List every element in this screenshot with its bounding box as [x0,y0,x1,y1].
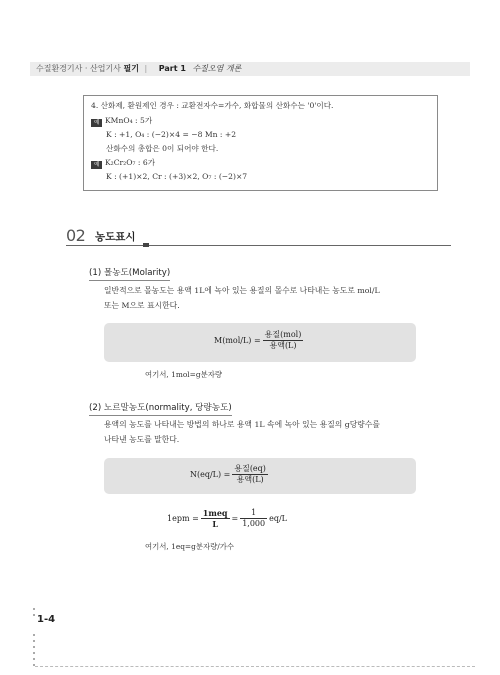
normality-numerator: 용질(eq) [234,464,266,473]
subsection-normality-title: (2) 노르말농도(normality, 당량농도) [89,401,232,413]
subsection-underline [89,415,232,416]
molarity-denominator: 용액(L) [269,341,297,350]
box-example-2-line-1: K : (+1)×2, Cr : (+3)×2, O₇ : (−2)×7 [106,172,248,181]
molarity-formula [214,330,305,351]
section-rule [66,245,451,246]
header-subject: 수질오염 개론 [192,64,242,73]
subsection-underline [89,280,170,281]
molarity-fraction [263,330,304,351]
normality-denominator: 용액(L) [236,475,264,484]
normality-formula-box [104,458,416,494]
epm-numerator-2: 1 [240,508,267,519]
normality-note: 여기서, 1eq=g분자량/가수 [145,542,235,551]
subsection-molarity-title: (1) 몰농도(Molarity) [89,266,170,278]
box-example-1-line-1: K : +1, O₄ : (−2)×4 = −8 Mn : +2 [106,130,237,139]
molarity-note: 여기서, 1mol=g분자량 [145,370,222,379]
page-number: 1-4 [37,614,56,625]
molarity-numerator: 용질(mol) [264,330,302,339]
header-part: Part 1 [158,64,186,73]
box-example-2-title: K₂Cr₂O₇ : 6가 [105,158,156,167]
margin-dotted-bar [33,608,35,668]
example-icon: 예 [91,119,102,127]
molarity-paragraph-line-1: 일반적으로 몰농도는 용액 1L에 녹아 있는 용질의 몰수로 나타내는 농도로 mol/L [104,286,380,295]
molarity-paragraph [104,283,434,313]
epm-fraction-1 [201,508,230,529]
box-example-1-line-2: 산화수의 총합은 0이 되어야 한다. [106,144,219,153]
normality-formula [190,464,270,485]
molarity-formula-box [104,323,416,362]
box-item-4: 4. 산화제, 환원제인 경우 : 교환전자수=가수, 화합물의 산화수는 '0'이다. [91,101,334,110]
example-icon: 예 [91,161,102,169]
normality-formula-left: N(eq/L) = [190,470,231,479]
molarity-formula-left: M(mol/L) = [214,336,261,345]
box-example-2 [91,158,155,169]
header-label: 필기 [123,64,139,73]
epm-numerator-1: 1meq [202,508,228,518]
normality-paragraph [104,417,434,447]
box-example-1 [91,116,152,127]
epm-denominator-2: 1,000 [242,519,266,528]
normality-paragraph-line-1: 용액의 농도를 나타내는 방법의 하나로 용액 1L 속에 녹아 있는 용질의 g당량수를 [104,420,380,429]
header-exam-name: 수질환경기사 · 산업기사 [36,64,121,73]
epm-unit: eq/L [269,514,287,523]
normality-paragraph-line-2: 나타낸 농도를 말한다. [104,435,180,444]
section-title: 농도표시 [95,231,136,243]
epm-formula [167,508,287,529]
box-example-1-title: KMnO₄ : 5가 [105,116,153,125]
epm-denominator-1: L [212,519,218,529]
oxidation-number-box [83,95,438,191]
epm-fraction-2 [240,508,267,529]
epm-left: 1epm = [167,514,199,523]
header-separator: | [144,64,148,73]
running-header [36,63,241,75]
section-rule-marker [143,243,149,247]
page-bottom-rule [35,666,475,667]
epm-equals: = [231,514,239,523]
section-number: 02 [66,226,86,245]
molarity-paragraph-line-2: 또는 M으로 표시한다. [104,301,180,310]
normality-fraction [232,464,268,485]
